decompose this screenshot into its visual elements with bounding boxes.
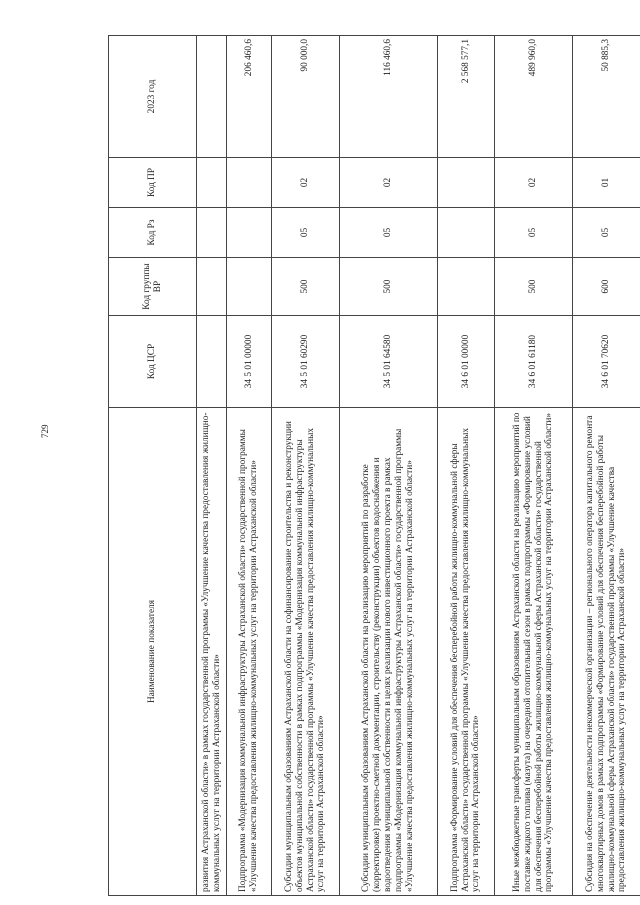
row-pr: 02 (495, 158, 573, 208)
row-csr (197, 316, 227, 408)
row-csr: 34 6 01 00000 (438, 316, 495, 408)
row-vr (227, 258, 272, 316)
row-pr: 02 (340, 158, 438, 208)
row-vr: 500 (340, 258, 438, 316)
row-rz: 05 (340, 208, 438, 258)
row-csr: 34 5 01 60290 (272, 316, 340, 408)
page-number: 729 (40, 424, 50, 438)
row-rz (197, 208, 227, 258)
row-name: Субсидия на обеспечение деятельности некоммерческой организации – регионального оператора капитального ремонта многоквартирных домов в рамках подпрограммы «Формирование условий для обеспечения бесперебойной работы жилищно-коммунальной сферы Астраханской области» государственной программы «Улучшение качества предоставления жилищно-коммунальных услуг на территории Астраханской области» (573, 408, 640, 896)
row-name: развития Астраханской области» в рамках государственной программы «Улучшение качества предоставления жилищно-коммунальных услуг на территории Астраханской области» (197, 408, 227, 896)
row-2023: 206 460,6 (227, 36, 272, 158)
row-vr: 500 (495, 258, 573, 316)
row-name: Подпрограмма «Формирование условий для обеспечения бесперебойной работы жилищно-коммунальной сферы Астраханской области» государственной программы «Улучшение качества предоставления жилищно-коммунальных услуг на территории Астраханской области» (438, 408, 495, 896)
table-row (197, 36, 227, 896)
row-2023 (197, 36, 227, 158)
row-pr (438, 158, 495, 208)
row-rz: 05 (495, 208, 573, 258)
table-row (573, 36, 640, 896)
row-2023: 2 568 577,1 (438, 36, 495, 158)
row-pr (227, 158, 272, 208)
row-csr: 34 6 01 61180 (495, 316, 573, 408)
header-csr: Код ЦСР (109, 316, 197, 408)
row-vr: 500 (272, 258, 340, 316)
table-row (272, 36, 340, 896)
row-2023: 50 885,3 (573, 36, 640, 158)
row-pr (197, 158, 227, 208)
row-rz: 05 (272, 208, 340, 258)
header-name: Наименование показателя (109, 408, 197, 896)
table-row (438, 36, 495, 896)
row-vr (438, 258, 495, 316)
row-name: Подпрограмма «Модернизация коммунальной инфраструктуры Астраханской области» государственной программы «Улучшение качества предоставления жилищно-коммунальных услуг на территории Астраханской области» (227, 408, 272, 896)
header-rz: Код Рз (109, 208, 197, 258)
row-2023: 90 000,0 (272, 36, 340, 158)
row-name: Субсидии муниципальным образованиям Астраханской области на софинансирование строительства и реконструкции объектов муниципальной собственности в рамках подпрограммы «Модернизация коммунальной инфраструктуры Астраханской области» государственной программы «Улучшение качества предоставления жилищно-коммунальных услуг на территории Астраханской области» (272, 408, 340, 896)
row-rz: 05 (573, 208, 640, 258)
row-rz (227, 208, 272, 258)
header-row (109, 36, 197, 896)
row-2023: 489 960,0 (495, 36, 573, 158)
row-name: Субсидии муниципальным образованиям Астраханской области на реализацию мероприятий по разработке (корректировке) проектно-сметной документации, строительству (реконструкции) объектов водоснабжения и водоотведения муниципальной собственности в целях реализации нового инвестиционного проекта в рамках подпрограммы «Модернизация коммунальной инфраструктуры Астраханской области» государственной программы «Улучшение качества предоставления жилищно-коммунальных услуг на территории Астраханской области» (340, 408, 438, 896)
row-pr: 01 (573, 158, 640, 208)
table-row (340, 36, 438, 896)
header-vr: Код группы ВР (109, 258, 197, 316)
row-csr: 34 5 01 00000 (227, 316, 272, 408)
row-name: Иные межбюджетные трансферты муниципальным образованиям Астраханской области на реализацию мероприятий по поставке жидкого топлива (мазута) на очередной отопительный сезон в рамках подпрограммы «Формирование условий для обеспечения бесперебойной работы жилищно-коммунальной сферы Астраханской области» государственной программы «Улучшение качества предоставления жилищно-коммунальных услуг на территории Астраханской области» (495, 408, 573, 896)
header-pr: Код ПР (109, 158, 197, 208)
budget-table (108, 35, 640, 896)
table-row (227, 36, 272, 896)
rotated-table-wrapper (108, 36, 640, 896)
row-vr: 600 (573, 258, 640, 316)
row-rz (438, 208, 495, 258)
row-2023: 116 460,6 (340, 36, 438, 158)
header-2023: 2023 год (109, 36, 197, 158)
table-row (495, 36, 573, 896)
row-csr: 34 6 01 70620 (573, 316, 640, 408)
row-vr (197, 258, 227, 316)
row-csr: 34 5 01 64580 (340, 316, 438, 408)
row-pr: 02 (272, 158, 340, 208)
